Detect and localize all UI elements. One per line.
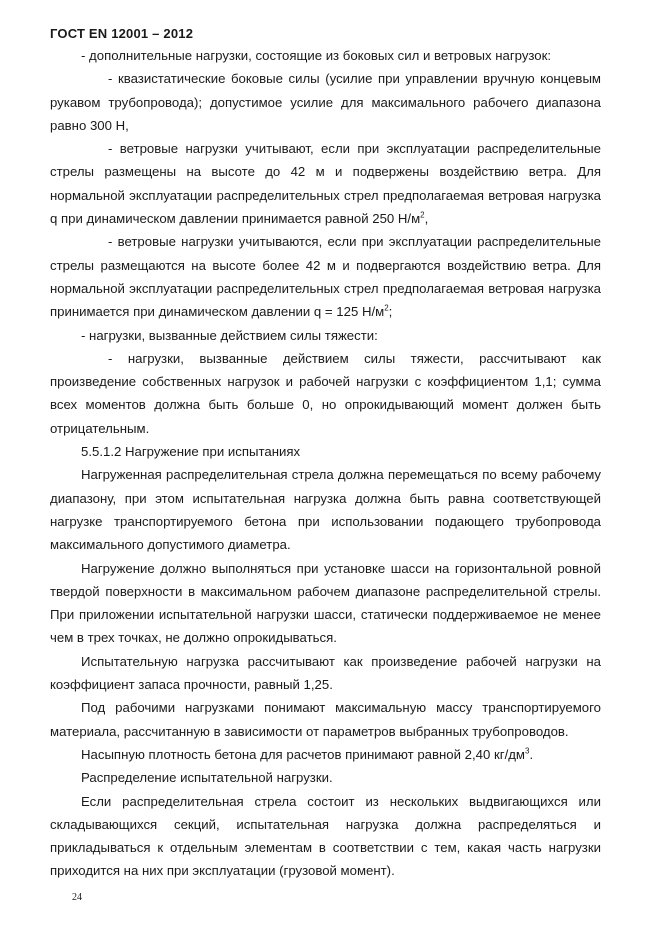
standard-header: ГОСТ EN 12001 – 2012 <box>50 26 194 41</box>
paragraph: - нагрузки, вызванные действием силы тяжести, рассчитывают как произведение собственных нагрузок и рабочей нагрузки с коэффициентом 1,1; сумма всех моментов должна быть больше 0, но опрокидывающий момент должен быть отрицательным. <box>50 350 601 436</box>
paragraph: Распределение испытательной нагрузки. <box>81 770 333 786</box>
paragraph: Испытательную нагрузка рассчитывают как произведение рабочей нагрузки на коэффициент запаса прочности, равный 1,25. <box>50 653 601 693</box>
paragraph: - ветровые нагрузки учитывают, если при эксплуатации распределительные стрелы размещены на высоте до 42 м и подвержены воздействию ветра. Для нормальной эксплуатации распределительных стрел предполагаемая ветровая нагрузка q при динамическом давлении принимается равной 250 $Н/м^2$, <box>50 141 601 227</box>
paragraph: - ветровые нагрузки учитываются, если при эксплуатации распределительные стрелы размещаются на высоте более 42 м и подвергаются воздействию ветра. Для нормальной эксплуатации распределительных стрел предполагаемая ветровая нагрузка принимается при динамическом давлении q = 125 $Н/м^2$; <box>50 234 601 320</box>
paragraph: Насыпную плотность бетона для расчетов принимают равной 2,40 $кг/дм^3$. <box>81 746 534 762</box>
paragraph: Нагруженная распределительная стрела должна перемещаться по всему рабочему диапазону, при этом испытательная нагрузка должна быть равна соответствующей нагрузке транспортируемого бетона при использовании подающего трубопровода максимального допустимого диаметра. <box>50 467 601 553</box>
paragraph: - нагрузки, вызванные действием силы тяжести: <box>81 327 378 343</box>
paragraph: Под рабочими нагрузками понимают максимальную массу транспортируемого материала, рассчитанную в зависимости от параметров выбранных трубопроводов. <box>50 700 601 739</box>
paragraph: - квазистатические боковые силы (усилие при управлении вручную концевым рукавом трубопровода); допустимое усилие для максимального рабочего диапазона равно 300 Н, <box>50 71 601 133</box>
page-number: 24 <box>72 892 82 903</box>
document-body <box>50 44 601 883</box>
paragraph: - дополнительные нагрузки, состоящие из боковых сил и ветровых нагрузок: <box>81 48 552 63</box>
paragraph: Если распределительная стрела состоит из нескольких выдвигающихся или складывающихся секций, испытательная нагрузка должна распределяться и прикладываться к отдельным элементам в соответствии с тем, какая часть нагрузки приходится на них при эксплуатации (грузовой момент). <box>50 793 601 879</box>
paragraph: Нагружение должно выполняться при установке шасси на горизонтальной ровной твердой поверхности в максимальном рабочем диапазоне распределительной стрелы. При приложении испытательной нагрузки шасси, статически поддерживаемое не менее чем в трех точках, не должно опрокидываться. <box>50 560 601 646</box>
section-heading: 5.5.1.2 Нагружение при испытаниях <box>81 444 301 460</box>
